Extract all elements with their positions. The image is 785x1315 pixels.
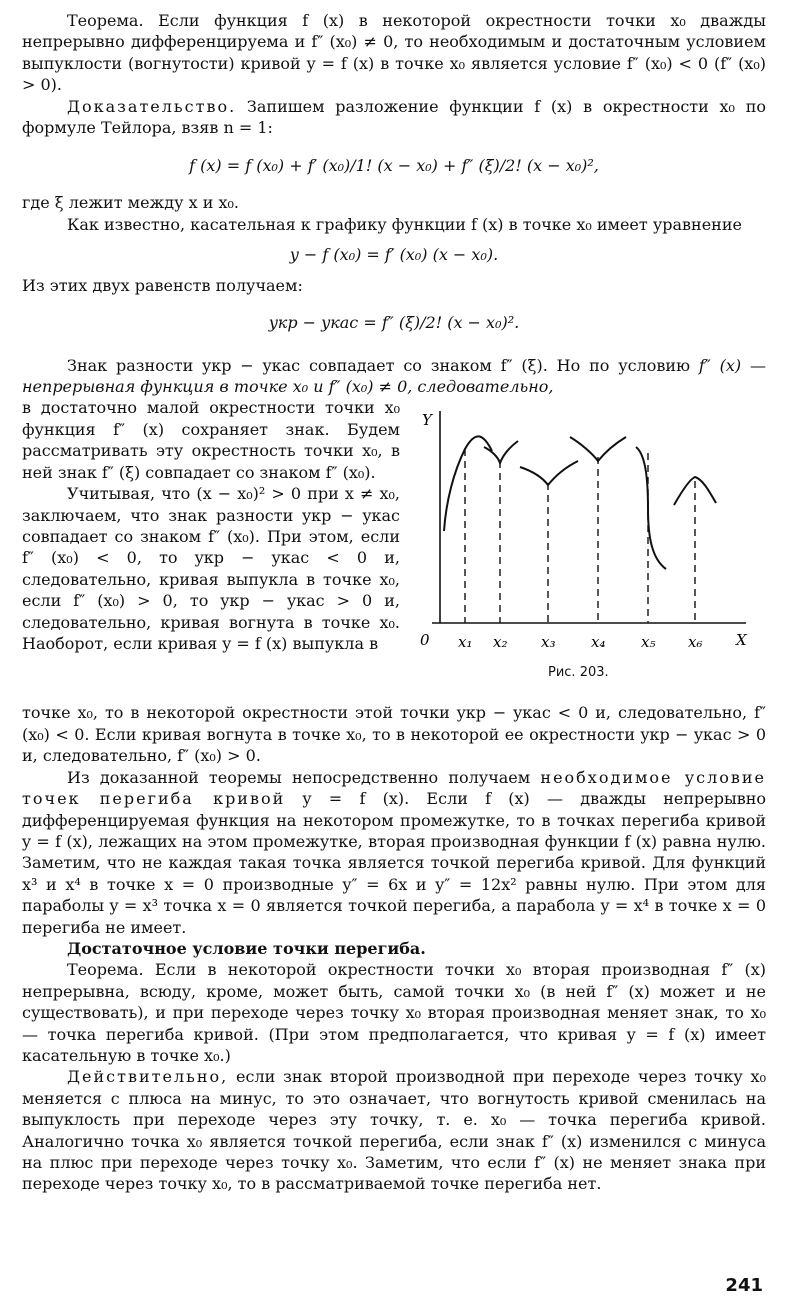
after-figure-paragraph: точке x₀, то в некоторой окрестности этой точки yкр − yкас < 0 и, следовательно, f″ (x₀) < 0. Если кривая вогнута в точке x₀, то в некоторой ее окрестности yкр − yкас > 0 и, следовательно, f″ (x₀) > 0. (22, 703, 766, 766)
theorem-inflection: Теорема. Если в некоторой окрестности точки x₀ вторая производная f″ (x) непрерывна, всюду, кроме, может быть, самой точки x₀ (в ней f″ (x) может и не существовать), и при переходе через точку x₀ вторая производная меняет знак, то x₀ — точка перегиба кривой. (При этом предполагается, что кривая y = f (x) имеет касательную в точке x₀.) (22, 960, 766, 1065)
inflection-graph (410, 401, 766, 665)
necessary-a: Из доказанной теоремы непосредственно получаем (67, 767, 531, 787)
tick-x5: x₅ (641, 633, 656, 652)
tick-x2: x₂ (493, 633, 508, 652)
figure-203 (410, 401, 766, 698)
necessary-b: y = f (x). Если f (x) — дважды непрерывно дифференцируемая функция на некотором промежутке, то в точках перегиба кривой y = f (x), лежащих на этом промежутке, вторая производная функции f (x) равна нулю. Заметим, что не каждая такая точка является точкой перегиба кривой. Для функций x³ и x⁴ в точке x = 0 производные y″ = 6x и y″ = 12x² равны нулю. При этом для параболы y = x³ точка x = 0 является точкой перегиба, а парабола y = x⁴ в точке x = 0 перегиба не имеет. (22, 789, 767, 937)
curve-5 (636, 447, 666, 569)
x-axis-label: X (736, 631, 747, 650)
proof-word: Доказательство. (67, 96, 237, 116)
wrapped-paragraph-1: в достаточно малой окрестности точки x₀ функция f″ (x) сохраняет знак. Будем рассматривать эту окрестность точки x₀, в ней знак f″ (ξ) совпадает со знаком f″ (x₀). (22, 398, 400, 482)
figure-wrap (22, 397, 766, 681)
proof-text: Запишем разложение функции f (x) в окрестности x₀ по формуле Тейлора, взяв n = 1: (22, 96, 766, 138)
from-two-equalities: Из этих двух равенств получаем: (22, 276, 303, 296)
equation-difference: yкр − yкас = f″ (ξ)/2! (x − x₀)². (268, 312, 520, 332)
figure-caption: Рис. 203. (548, 665, 609, 681)
proof-paragraph (22, 96, 766, 139)
page-number: 241 (725, 1275, 763, 1296)
actually-paragraph (22, 1066, 766, 1194)
sufficient-condition-heading: Достаточное условие точки перегиба. (67, 938, 426, 958)
sign-text-b: f″ (x) — непрерывная функция в точке x₀ и f″ (x₀) ≠ 0, следовательно, (22, 355, 766, 397)
equation-taylor: f (x) = f (x₀) + f′ (x₀)/1! (x − x₀) + f″ (ξ)/2! (x − x₀)², (189, 156, 599, 176)
actually-word: Действительно, (67, 1067, 229, 1087)
origin-label: 0 (420, 631, 430, 650)
tick-x1: x₁ (458, 633, 473, 652)
theorem-convexity: Теорема. Если функция f (x) в некоторой окрестности точки x₀ дважды непрерывно дифференцируема и f″ (x₀) ≠ 0, то необходимым и достаточным условием выпуклости (вогнутости) кривой y = f (x) в точке x₀ является условие f″ (x₀) < 0 (f″ (x₀) > 0). (22, 11, 766, 95)
tangent-paragraph: Как известно, касательная к графику функции f (x) в точке x₀ имеет уравнение (67, 214, 742, 234)
necessary-condition-paragraph (22, 767, 766, 938)
equation-tangent: y − f (x₀) = f′ (x₀) (x − x₀). (289, 245, 499, 265)
curve-3 (520, 461, 578, 485)
sign-text-a: Знак разности yкр − yкас совпадает со знаком f″ (ξ). Но по условию (67, 355, 691, 375)
necessary-condition-term: необходимое условие точек перегиба кривой (22, 767, 767, 809)
y-axis-label: Y (422, 411, 432, 430)
wrapped-paragraph-2: Учитывая, что (x − x₀)² > 0 при x ≠ x₀, заключаем, что знак разности yкр − yкас совпадает со знаком f″ (x₀). При этом, если f″ (x₀) < 0, то yкр − yкас < 0 и, следовательно, кривая выпукла в точке x₀, если f″ (x₀) > 0, то yкр − yкас > 0 и, следовательно, кривая вогнута в точке x₀. Наоборот, если кривая y = f (x) выпукла в (22, 484, 400, 653)
curve-1 (444, 437, 492, 532)
page (22, 10, 766, 1195)
where-xi: где ξ лежит между x и x₀. (22, 193, 240, 213)
actually-text: если знак второй производной при переходе через точку x₀ меняется с плюса на минус, то это означает, что вогнутость кривой сменилась на выпуклость при переходе через эту точку, т. е. x₀ — точка перегиба кривой. Аналогично точка x₀ является точкой перегиба, если знак f″ (x) изменился с минуса на плюс при переходе через точку x₀. Заметим, что если f″ (x) не меняет знака при переходе через точку x₀, то в рассматриваемой точке перегиба нет. (22, 1067, 766, 1194)
tick-x3: x₃ (541, 633, 556, 652)
sign-paragraph (22, 355, 766, 398)
tick-x6: x₆ (688, 633, 703, 652)
tick-x4: x₄ (591, 633, 606, 652)
